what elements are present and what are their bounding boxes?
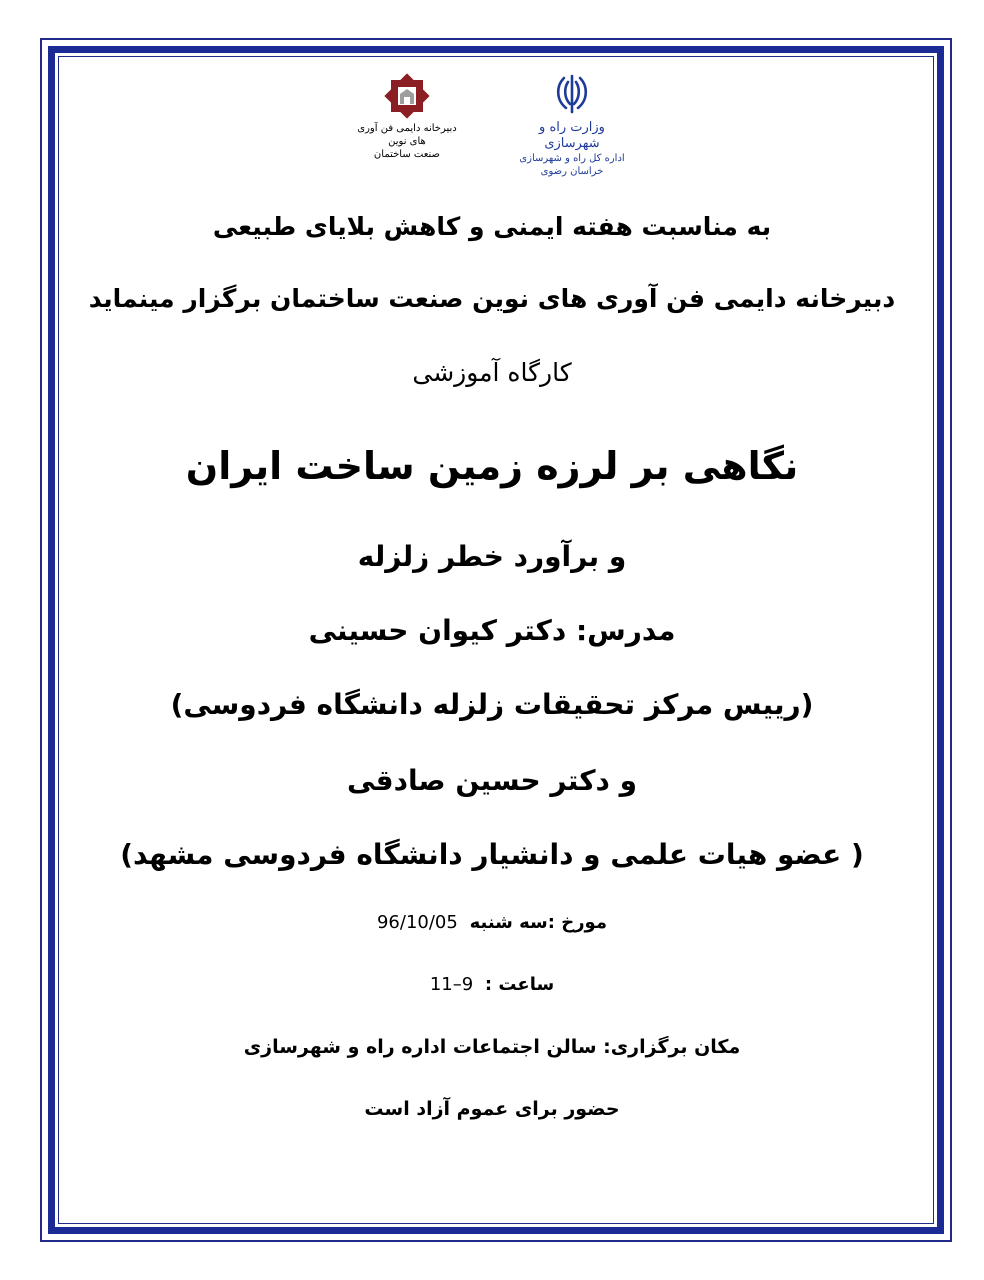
time-label: ساعت :	[484, 974, 555, 995]
attendance-line: حضور برای عموم آزاد است	[364, 1098, 620, 1120]
ministry-caption-2: اداره کل راه و شهرسازی خراسان رضوی	[519, 153, 625, 177]
time-value: 11–9	[429, 974, 474, 995]
workshop-title: نگاهی بر لرزه زمین ساخت ایران	[185, 444, 799, 488]
location-line: مکان برگزاری: سالن اجتماعات اداره راه و شهرسازی	[243, 1036, 741, 1058]
secretariat-caption-1: دبیرخانه دایمی فن آوری های نوین	[357, 123, 457, 147]
ministry-logo	[512, 72, 632, 178]
instructor-1: مدرس: دکتر کیوان حسینی	[308, 614, 676, 647]
occasion-line: به مناسبت هفته ایمنی و کاهش بلایای طبیعی	[212, 212, 772, 241]
event-type: کارگاه آموزشی	[412, 358, 572, 387]
ministry-caption-1: وزارت راه و شهرسازی	[539, 120, 605, 151]
secretariat-emblem-icon	[381, 70, 433, 122]
date-line	[0, 912, 984, 933]
instructor-2: و دکتر حسین صادقی	[346, 764, 638, 797]
time-line	[0, 974, 984, 995]
instructor-1-role: (رییس مرکز تحقیقات زلزله دانشگاه فردوسی)	[170, 688, 814, 721]
secretariat-logo	[352, 70, 462, 161]
iran-emblem-icon	[552, 72, 592, 116]
instructor-2-role: ( عضو هیات علمی و دانشیار دانشگاه فردوسی مشهد)	[120, 838, 864, 871]
secretariat-caption-2: صنعت ساختمان	[373, 149, 441, 160]
workshop-subtitle: و برآورد خطر زلزله	[357, 540, 627, 573]
organizer-line: دبیرخانه دایمی فن آوری های نوین صنعت ساختمان برگزار مینماید	[88, 284, 896, 313]
date-value: 96/10/05	[376, 912, 458, 933]
date-label: مورخ :سه شنبه	[469, 912, 607, 933]
header-logos	[0, 70, 984, 180]
